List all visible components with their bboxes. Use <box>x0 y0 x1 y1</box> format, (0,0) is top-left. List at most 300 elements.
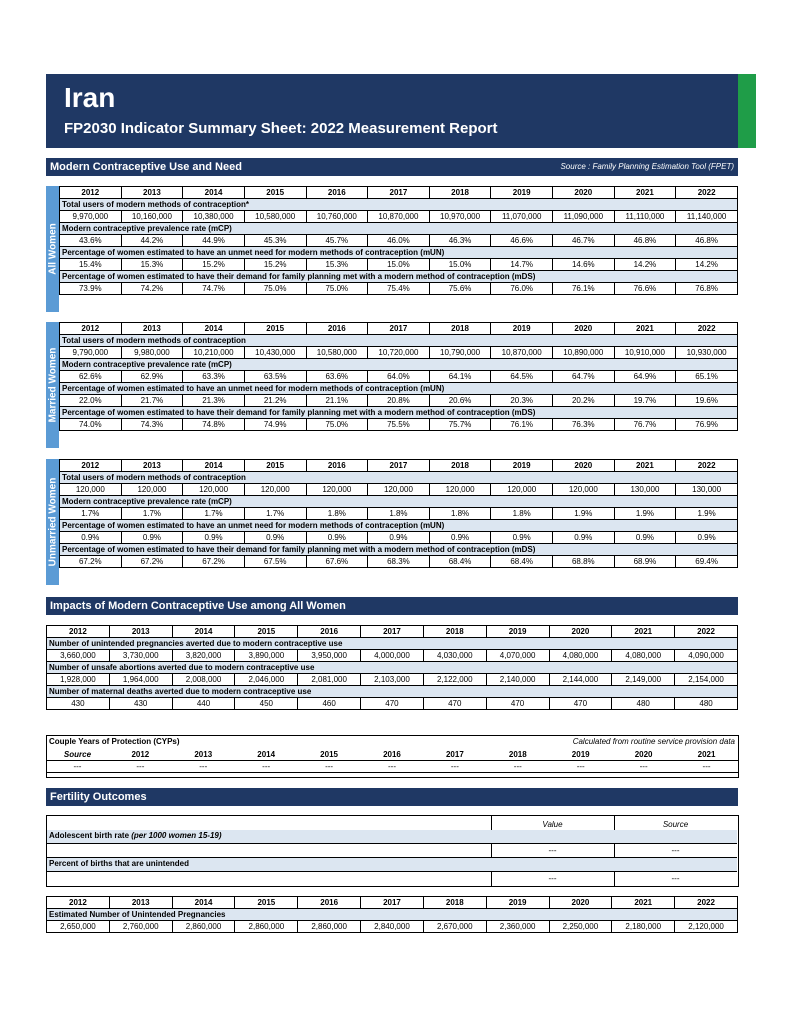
value-row <box>47 674 738 686</box>
year-header: 2018 <box>423 897 486 909</box>
value-cell: 68.8% <box>553 556 615 568</box>
group-label-all-women <box>46 186 59 312</box>
value-row <box>60 259 738 271</box>
value-cell: 10,210,000 <box>183 347 245 359</box>
value-cell: 2,360,000 <box>486 921 549 933</box>
value-cell: 22.0% <box>60 395 122 407</box>
value-cell: 68.3% <box>368 556 430 568</box>
year-header: 2016 <box>298 626 361 638</box>
cyp-header: 2018 <box>486 749 549 761</box>
year-header: 2018 <box>423 626 486 638</box>
value-cell: 2,103,000 <box>361 674 424 686</box>
indicator-row <box>60 496 738 508</box>
value-cell: 67.2% <box>121 556 183 568</box>
value-cell: 67.2% <box>183 556 245 568</box>
value-cell: 2,046,000 <box>235 674 298 686</box>
year-header: 2020 <box>553 187 615 199</box>
indicator-row <box>60 223 738 235</box>
row-line <box>47 871 737 872</box>
value-cell: 20.6% <box>429 395 491 407</box>
value-cell: 1.7% <box>60 508 122 520</box>
year-header: 2017 <box>361 626 424 638</box>
value-cell: 75.0% <box>306 283 368 295</box>
value-cell: 67.6% <box>306 556 368 568</box>
value-cell: 120,000 <box>244 484 306 496</box>
value-cell: 76.3% <box>553 419 615 431</box>
indicator-row <box>60 544 738 556</box>
value-cell: 2,840,000 <box>361 921 424 933</box>
value-cell: 0.9% <box>491 532 553 544</box>
cyp-value: --- <box>675 761 738 773</box>
year-header: 2021 <box>612 897 675 909</box>
indicator-name: Percentage of women estimated to have an unmet need for modern methods of contraception (mUN) <box>60 247 738 259</box>
value-cell: 15.3% <box>121 259 183 271</box>
cyp-value: --- <box>486 761 549 773</box>
value-cell: 10,380,000 <box>183 211 245 223</box>
value-cell: 9,980,000 <box>121 347 183 359</box>
section-bar-impacts <box>46 597 738 615</box>
value-cell: 0.9% <box>183 532 245 544</box>
year-header: 2018 <box>429 187 491 199</box>
value-row <box>60 395 738 407</box>
value-cell: 75.4% <box>368 283 430 295</box>
cyp-value: --- <box>298 761 361 773</box>
value-row <box>47 650 738 662</box>
value-row <box>47 921 738 933</box>
value-cell: 4,090,000 <box>675 650 738 662</box>
value-cell: 15.4% <box>60 259 122 271</box>
report-header <box>46 74 738 148</box>
value-cell: 65.1% <box>676 371 738 383</box>
value-cell: 74.8% <box>183 419 245 431</box>
value-cell: 10,720,000 <box>368 347 430 359</box>
value-cell: 1.8% <box>429 508 491 520</box>
indicator-row <box>60 359 738 371</box>
indicator-row <box>47 638 738 650</box>
value-cell: 75.0% <box>306 419 368 431</box>
indicator-row <box>60 407 738 419</box>
indicator-name: Total users of modern methods of contraception <box>60 335 738 347</box>
year-header: 2020 <box>549 626 612 638</box>
year-header: 2019 <box>491 187 553 199</box>
value-cell: 11,140,000 <box>676 211 738 223</box>
value-cell: 470 <box>423 698 486 710</box>
value-cell: 76.0% <box>491 283 553 295</box>
country-title: Iran <box>64 82 116 113</box>
value-cell: 1.8% <box>491 508 553 520</box>
indicator-name: Number of maternal deaths averted due to modern contraceptive use <box>47 686 738 698</box>
cyp-header-row <box>46 749 738 761</box>
value-cell: 21.2% <box>244 395 306 407</box>
value-cell: 1.7% <box>121 508 183 520</box>
value-cell: 2,140,000 <box>486 674 549 686</box>
value-cell: 76.1% <box>491 419 553 431</box>
year-header: 2017 <box>368 323 430 335</box>
indicator-name: Percentage of women estimated to have their demand for family planning met with a modern method of contraception (mDS) <box>60 544 738 556</box>
report-subtitle: FP2030 Indicator Summary Sheet: 2022 Measurement Report <box>64 120 498 137</box>
value-cell: 74.7% <box>183 283 245 295</box>
value-cell: 75.6% <box>429 283 491 295</box>
year-header: 2013 <box>109 626 172 638</box>
value-cell: 2,860,000 <box>298 921 361 933</box>
value-cell: 480 <box>612 698 675 710</box>
value-row <box>47 698 738 710</box>
value-cell: 46.7% <box>553 235 615 247</box>
value-cell: 10,790,000 <box>429 347 491 359</box>
value-row <box>60 235 738 247</box>
year-header: 2020 <box>553 323 615 335</box>
value-cell: 0.9% <box>244 532 306 544</box>
value-cell: 120,000 <box>60 484 122 496</box>
value-cell: 0.9% <box>60 532 122 544</box>
value-cell: 19.6% <box>676 395 738 407</box>
value-cell: 2,180,000 <box>612 921 675 933</box>
year-header: 2012 <box>60 323 122 335</box>
cyp-note: Calculated from routine service provision data <box>572 737 735 746</box>
year-header: 2019 <box>486 626 549 638</box>
cyp-value: --- <box>549 761 612 773</box>
value-cell: 15.3% <box>306 259 368 271</box>
value-cell: 11,090,000 <box>553 211 615 223</box>
value-cell: 76.8% <box>676 283 738 295</box>
value-cell: 2,120,000 <box>675 921 738 933</box>
year-header: 2020 <box>549 897 612 909</box>
indicator-name: Total users of modern methods of contraception* <box>60 199 738 211</box>
group-label-married-women <box>46 322 59 448</box>
value-cell: 15.0% <box>429 259 491 271</box>
value-cell: 0.9% <box>306 532 368 544</box>
year-header: 2018 <box>429 460 491 472</box>
births-unintended-value: --- <box>548 874 557 883</box>
value-cell: 68.9% <box>614 556 676 568</box>
value-row <box>60 556 738 568</box>
indicator-name: Number of unsafe abortions averted due to modern contraceptive use <box>47 662 738 674</box>
group-label: Unmarried Women <box>47 477 58 567</box>
value-cell: 120,000 <box>429 484 491 496</box>
cyp-value: --- <box>361 761 424 773</box>
year-header: 2015 <box>244 460 306 472</box>
value-row <box>60 371 738 383</box>
indicator-row <box>60 383 738 395</box>
year-header: 2014 <box>183 323 245 335</box>
value-cell: 430 <box>109 698 172 710</box>
value-cell: 1.8% <box>368 508 430 520</box>
year-header: 2022 <box>675 897 738 909</box>
year-header: 2021 <box>612 626 675 638</box>
indicator-name: Modern contraceptive prevalence rate (mCP) <box>60 359 738 371</box>
value-cell: 120,000 <box>121 484 183 496</box>
value-cell: 14.2% <box>614 259 676 271</box>
value-cell: 1.8% <box>306 508 368 520</box>
value-cell: 63.6% <box>306 371 368 383</box>
value-cell: 10,870,000 <box>368 211 430 223</box>
value-cell: 64.7% <box>553 371 615 383</box>
value-cell: 11,070,000 <box>491 211 553 223</box>
value-cell: 120,000 <box>553 484 615 496</box>
value-cell: 21.1% <box>306 395 368 407</box>
value-cell: 68.4% <box>491 556 553 568</box>
value-cell: 430 <box>47 698 110 710</box>
cyp-header: 2019 <box>549 749 612 761</box>
year-header: 2018 <box>429 323 491 335</box>
value-row <box>60 419 738 431</box>
year-header: 2012 <box>47 897 110 909</box>
year-header: 2019 <box>491 460 553 472</box>
value-cell: 74.9% <box>244 419 306 431</box>
value-cell: 44.9% <box>183 235 245 247</box>
value-cell: 4,030,000 <box>423 650 486 662</box>
value-row <box>60 211 738 223</box>
cyp-value: --- <box>423 761 486 773</box>
value-cell: 46.3% <box>429 235 491 247</box>
year-header: 2014 <box>172 626 235 638</box>
adolescent-birth-rate-label: Adolescent birth rate (per 1000 women 15-19) <box>49 831 222 840</box>
table-cyp <box>46 749 738 773</box>
section-title: Modern Contraceptive Use and Need <box>50 161 242 173</box>
indicator-row <box>47 909 738 921</box>
value-cell: 2,650,000 <box>47 921 110 933</box>
year-header: 2022 <box>676 187 738 199</box>
value-cell: 20.3% <box>491 395 553 407</box>
row-line <box>47 843 737 844</box>
value-cell: 76.1% <box>553 283 615 295</box>
value-cell: 45.3% <box>244 235 306 247</box>
cyp-header: 2021 <box>675 749 738 761</box>
year-header: 2016 <box>298 897 361 909</box>
cyp-header: Source <box>46 749 109 761</box>
value-cell: 470 <box>549 698 612 710</box>
indicator-row <box>60 335 738 347</box>
group-label: All Women <box>47 223 58 275</box>
value-cell: 3,950,000 <box>298 650 361 662</box>
value-cell: 63.5% <box>244 371 306 383</box>
cyp-header: 2017 <box>423 749 486 761</box>
cyp-header: 2020 <box>612 749 675 761</box>
table-impacts <box>46 625 738 710</box>
value-cell: 2,081,000 <box>298 674 361 686</box>
value-cell: 19.7% <box>614 395 676 407</box>
source-header: Source <box>662 820 689 829</box>
value-cell: 0.9% <box>676 532 738 544</box>
value-cell: 11,110,000 <box>614 211 676 223</box>
value-cell: 2,154,000 <box>675 674 738 686</box>
value-cell: 470 <box>361 698 424 710</box>
cyp-value: --- <box>172 761 235 773</box>
section-bar-contraceptive-use <box>46 158 738 176</box>
value-cell: 2,122,000 <box>423 674 486 686</box>
value-cell: 10,580,000 <box>306 347 368 359</box>
value-cell: 130,000 <box>614 484 676 496</box>
value-cell: 2,860,000 <box>235 921 298 933</box>
value-cell: 2,760,000 <box>109 921 172 933</box>
year-header: 2017 <box>361 897 424 909</box>
table-unmarried-women <box>59 459 738 568</box>
value-cell: 74.0% <box>60 419 122 431</box>
section-bar-fertility <box>46 788 738 806</box>
value-cell: 43.6% <box>60 235 122 247</box>
value-cell: 75.0% <box>244 283 306 295</box>
year-header-row <box>60 323 738 335</box>
value-cell: 10,890,000 <box>553 347 615 359</box>
year-header: 2013 <box>121 323 183 335</box>
value-cell: 75.5% <box>368 419 430 431</box>
group-label-unmarried-women <box>46 459 59 585</box>
indicator-row <box>60 271 738 283</box>
header-accent-bar <box>738 74 756 148</box>
value-cell: 74.2% <box>121 283 183 295</box>
year-header: 2012 <box>60 460 122 472</box>
value-cell: 9,970,000 <box>60 211 122 223</box>
year-header: 2013 <box>121 187 183 199</box>
cyp-value: --- <box>46 761 109 773</box>
value-cell: 21.7% <box>121 395 183 407</box>
value-cell: 2,250,000 <box>549 921 612 933</box>
year-header: 2012 <box>47 626 110 638</box>
value-row <box>60 484 738 496</box>
year-header: 2016 <box>306 460 368 472</box>
value-cell: 21.3% <box>183 395 245 407</box>
indicator-name: Percentage of women estimated to have their demand for family planning met with a modern method of contraception (mDS) <box>60 407 738 419</box>
value-cell: 14.6% <box>553 259 615 271</box>
value-cell: 3,820,000 <box>172 650 235 662</box>
value-cell: 1,928,000 <box>47 674 110 686</box>
births-unintended-source: --- <box>671 874 680 883</box>
value-cell: 62.9% <box>121 371 183 383</box>
value-cell: 76.9% <box>676 419 738 431</box>
value-cell: 2,144,000 <box>549 674 612 686</box>
value-cell: 46.8% <box>614 235 676 247</box>
value-row <box>60 532 738 544</box>
group-label: Married Women <box>47 347 58 423</box>
value-cell: 64.5% <box>491 371 553 383</box>
year-header-row <box>47 897 738 909</box>
value-cell: 450 <box>235 698 298 710</box>
year-header: 2019 <box>486 897 549 909</box>
value-cell: 0.9% <box>614 532 676 544</box>
value-cell: 64.0% <box>368 371 430 383</box>
value-cell: 10,160,000 <box>121 211 183 223</box>
year-header: 2019 <box>491 323 553 335</box>
value-cell: 480 <box>675 698 738 710</box>
value-cell: 9,790,000 <box>60 347 122 359</box>
value-cell: 120,000 <box>306 484 368 496</box>
value-cell: 76.7% <box>614 419 676 431</box>
value-cell: 2,008,000 <box>172 674 235 686</box>
value-cell: 74.3% <box>121 419 183 431</box>
value-cell: 10,580,000 <box>244 211 306 223</box>
value-cell: 1,964,000 <box>109 674 172 686</box>
indicator-name: Number of unintended pregnancies averted due to modern contraceptive use <box>47 638 738 650</box>
section-title: Impacts of Modern Contraceptive Use among All Women <box>50 600 346 612</box>
indicator-row <box>47 662 738 674</box>
value-cell: 440 <box>172 698 235 710</box>
value-cell: 64.9% <box>614 371 676 383</box>
value-cell: 67.2% <box>60 556 122 568</box>
value-cell: 4,080,000 <box>612 650 675 662</box>
table-married-women <box>59 322 738 431</box>
indicator-row <box>60 472 738 484</box>
year-header: 2017 <box>368 187 430 199</box>
value-cell: 0.9% <box>368 532 430 544</box>
value-cell: 4,070,000 <box>486 650 549 662</box>
indicator-name: Total users of modern methods of contraception <box>60 472 738 484</box>
adolescent-birth-rate-source: --- <box>671 846 680 855</box>
indicator-name: Percentage of women estimated to have their demand for family planning met with a modern method of contraception (mDS) <box>60 271 738 283</box>
value-row <box>60 283 738 295</box>
year-header: 2014 <box>183 187 245 199</box>
year-header: 2015 <box>244 323 306 335</box>
cyp-value: --- <box>235 761 298 773</box>
value-cell: 46.8% <box>676 235 738 247</box>
cyp-value: --- <box>109 761 172 773</box>
year-header-row <box>47 626 738 638</box>
value-cell: 1.7% <box>183 508 245 520</box>
indicator-row <box>47 686 738 698</box>
value-cell: 76.6% <box>614 283 676 295</box>
cyp-header: 2012 <box>109 749 172 761</box>
year-header: 2022 <box>676 460 738 472</box>
year-header: 2015 <box>235 897 298 909</box>
year-header-row <box>60 460 738 472</box>
year-header: 2021 <box>614 323 676 335</box>
cyp-header: 2014 <box>235 749 298 761</box>
year-header: 2020 <box>553 460 615 472</box>
value-cell: 460 <box>298 698 361 710</box>
section-title: Fertility Outcomes <box>50 791 147 803</box>
value-cell: 120,000 <box>183 484 245 496</box>
value-cell: 64.1% <box>429 371 491 383</box>
value-cell: 14.7% <box>491 259 553 271</box>
value-cell: 3,730,000 <box>109 650 172 662</box>
indicator-name: Modern contraceptive prevalence rate (mCP) <box>60 223 738 235</box>
indicator-row <box>60 520 738 532</box>
year-header: 2013 <box>121 460 183 472</box>
value-cell: 0.9% <box>121 532 183 544</box>
cyp-header: 2015 <box>298 749 361 761</box>
adolescent-birth-rate-value: --- <box>548 846 557 855</box>
value-cell: 15.2% <box>244 259 306 271</box>
year-header: 2021 <box>614 187 676 199</box>
cyp-title: Couple Years of Protection (CYPs) <box>49 737 180 746</box>
value-cell: 10,870,000 <box>491 347 553 359</box>
cyp-value-row <box>46 761 738 773</box>
value-cell: 120,000 <box>491 484 553 496</box>
indicator-name: Percentage of women estimated to have an unmet need for modern methods of contraception (mUN) <box>60 520 738 532</box>
value-cell: 14.2% <box>676 259 738 271</box>
indicator-name: Estimated Number of Unintended Pregnancies <box>47 909 738 921</box>
indicator-row <box>60 247 738 259</box>
value-cell: 4,000,000 <box>361 650 424 662</box>
value-cell: 2,670,000 <box>423 921 486 933</box>
value-cell: 67.5% <box>244 556 306 568</box>
value-cell: 1.7% <box>244 508 306 520</box>
value-cell: 120,000 <box>368 484 430 496</box>
value-cell: 15.0% <box>368 259 430 271</box>
cyp-header: 2013 <box>172 749 235 761</box>
year-header: 2012 <box>60 187 122 199</box>
value-cell: 0.9% <box>553 532 615 544</box>
value-cell: 20.2% <box>553 395 615 407</box>
cyp-value: --- <box>612 761 675 773</box>
value-cell: 1.9% <box>614 508 676 520</box>
indicator-row <box>60 199 738 211</box>
value-cell: 44.2% <box>121 235 183 247</box>
value-cell: 46.0% <box>368 235 430 247</box>
year-header: 2015 <box>244 187 306 199</box>
value-cell: 130,000 <box>676 484 738 496</box>
value-cell: 1.9% <box>553 508 615 520</box>
value-cell: 45.7% <box>306 235 368 247</box>
